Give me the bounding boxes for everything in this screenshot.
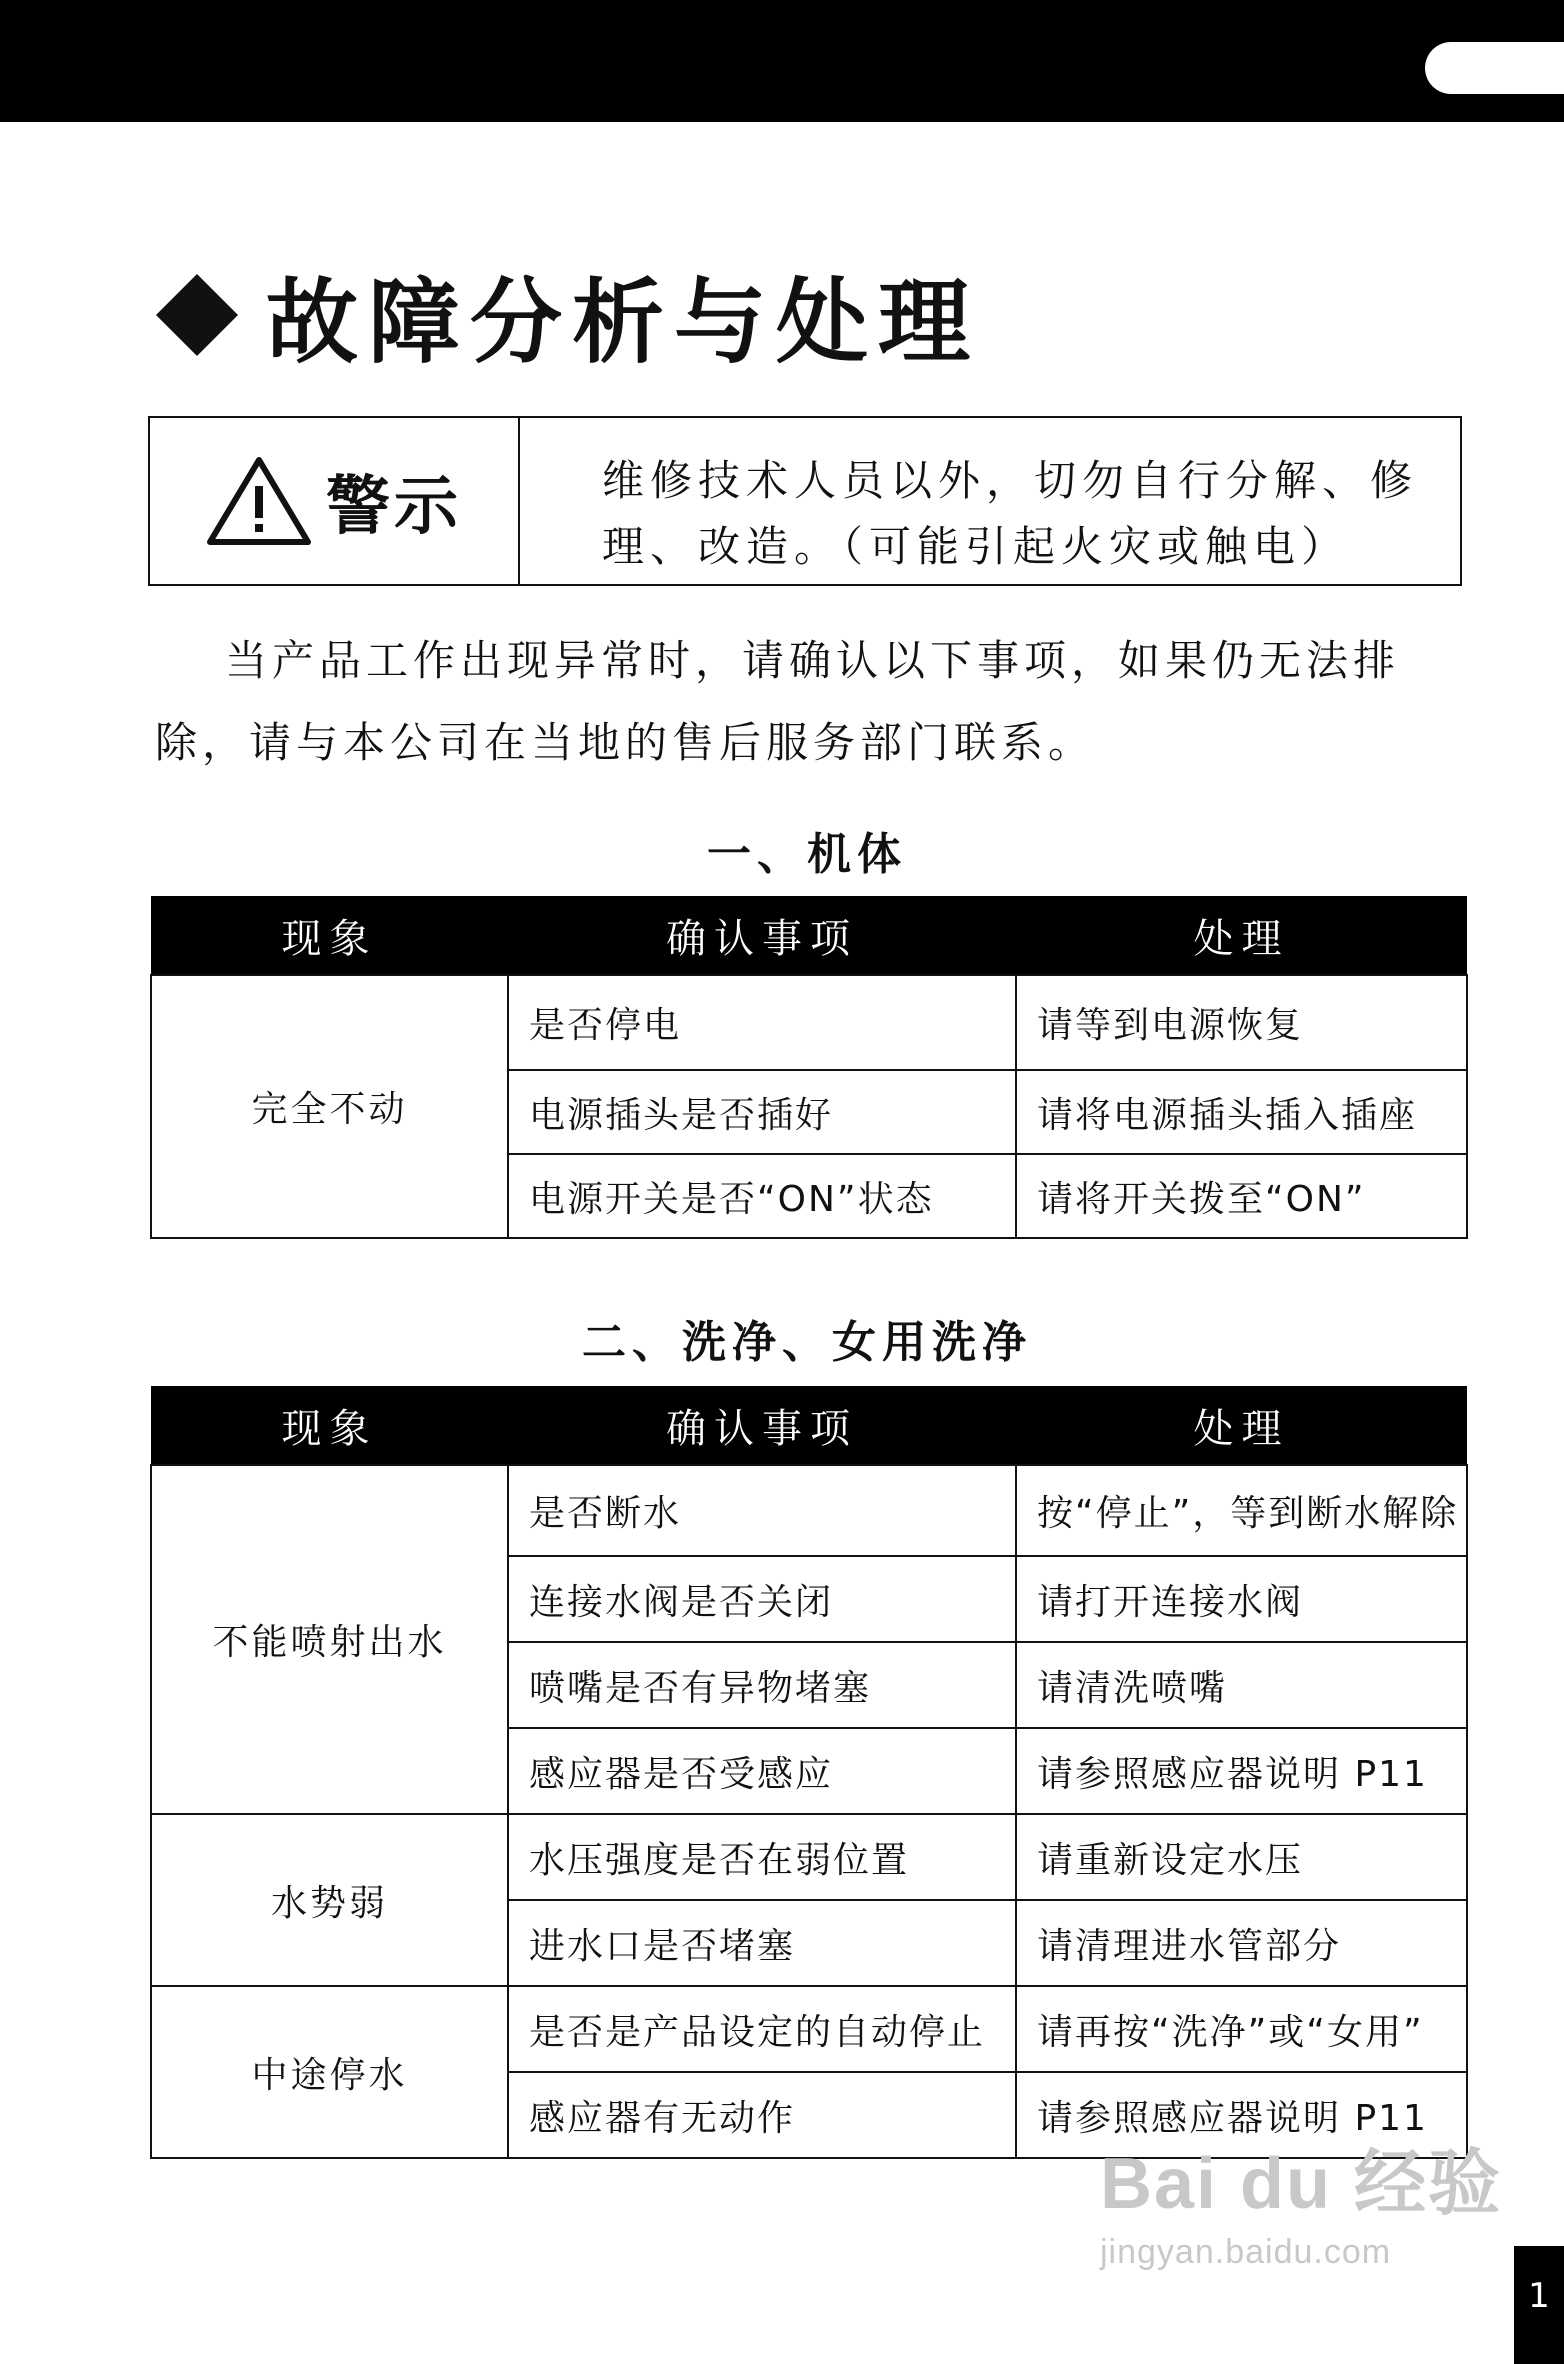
intro-line-1: 当产品工作出现异常时，请确认以下事项，如果仍无法排 <box>225 636 1401 685</box>
watermark-brand: Bai du 经验 <box>1100 2144 1503 2224</box>
table-row <box>151 1986 1467 2072</box>
warning-line-2: 理、改造。（可能引起火灾或触电） <box>602 522 1350 571</box>
section-title-body: 一、机体 <box>707 829 907 880</box>
check-cell: 水压强度是否在弱位置 <box>508 1814 1016 1900</box>
action-cell: 请清洗喷嘴 <box>1016 1642 1467 1728</box>
symptom-cell: 水势弱 <box>151 1814 508 1986</box>
check-cell: 电源开关是否“ON”状态 <box>508 1154 1016 1238</box>
intro-line-2: 除，请与本公司在当地的售后服务部门联系。 <box>155 718 1096 767</box>
page-title <box>150 250 980 380</box>
page-number: 1 <box>1514 2246 1564 2364</box>
check-cell: 感应器是否受感应 <box>508 1728 1016 1814</box>
header-action: 处理 <box>1016 896 1467 975</box>
action-cell: 请清理进水管部分 <box>1016 1900 1467 1986</box>
table-body <box>150 896 1468 1239</box>
warning-line-1: 维修技术人员以外，切勿自行分解、修 <box>602 456 1419 505</box>
check-cell: 进水口是否堵塞 <box>508 1900 1016 1986</box>
intro-paragraph <box>155 620 1445 784</box>
symptom-cell: 完全不动 <box>151 975 508 1238</box>
check-cell: 是否断水 <box>508 1465 1016 1556</box>
action-cell: 请打开连接水阀 <box>1016 1556 1467 1642</box>
action-cell: 请重新设定水压 <box>1016 1814 1467 1900</box>
header-tab <box>1425 42 1564 94</box>
diamond-bullet-icon <box>156 274 238 356</box>
page-title-text: 故障分析与处理 <box>266 269 981 376</box>
action-cell: 按“停止”，等到断水解除 <box>1016 1465 1467 1556</box>
header-check: 确认事项 <box>508 1386 1016 1465</box>
header-check: 确认事项 <box>508 896 1016 975</box>
check-cell: 感应器有无动作 <box>508 2072 1016 2158</box>
check-cell: 是否是产品设定的自动停止 <box>508 1986 1016 2072</box>
section-title-wash: 二、洗净、女用洗净 <box>582 1317 1032 1368</box>
symptom-cell: 不能喷射出水 <box>151 1465 508 1814</box>
watermark-url: jingyan.baidu.com <box>1100 2233 1392 2271</box>
action-cell: 请等到电源恢复 <box>1016 975 1467 1070</box>
warning-box <box>148 416 1462 586</box>
check-cell: 电源插头是否插好 <box>508 1070 1016 1154</box>
symptom-cell: 中途停水 <box>151 1986 508 2158</box>
action-cell: 请参照感应器说明 P11 <box>1016 1728 1467 1814</box>
header-bar <box>0 0 1564 122</box>
warning-triangle-icon <box>206 454 312 548</box>
header-symptom: 现象 <box>151 896 508 975</box>
header-action: 处理 <box>1016 1386 1467 1465</box>
warning-label-cell <box>150 418 520 584</box>
action-cell: 请再按“洗净”或“女用” <box>1016 1986 1467 2072</box>
warning-label: 警示 <box>326 470 462 544</box>
action-cell: 请将开关拨至“ON” <box>1016 1154 1467 1238</box>
table-row <box>151 1814 1467 1900</box>
header-symptom: 现象 <box>151 1386 508 1465</box>
action-cell: 请参照感应器说明 P11 <box>1016 2072 1467 2158</box>
table-row <box>151 975 1467 1070</box>
action-cell: 请将电源插头插入插座 <box>1016 1070 1467 1154</box>
baidu-watermark <box>1100 2125 1502 2272</box>
warning-text <box>520 418 1460 584</box>
check-cell: 连接水阀是否关闭 <box>508 1556 1016 1642</box>
table-row <box>151 1465 1467 1556</box>
check-cell: 喷嘴是否有异物堵塞 <box>508 1642 1016 1728</box>
table-wash <box>150 1386 1468 2159</box>
check-cell: 是否停电 <box>508 975 1016 1070</box>
